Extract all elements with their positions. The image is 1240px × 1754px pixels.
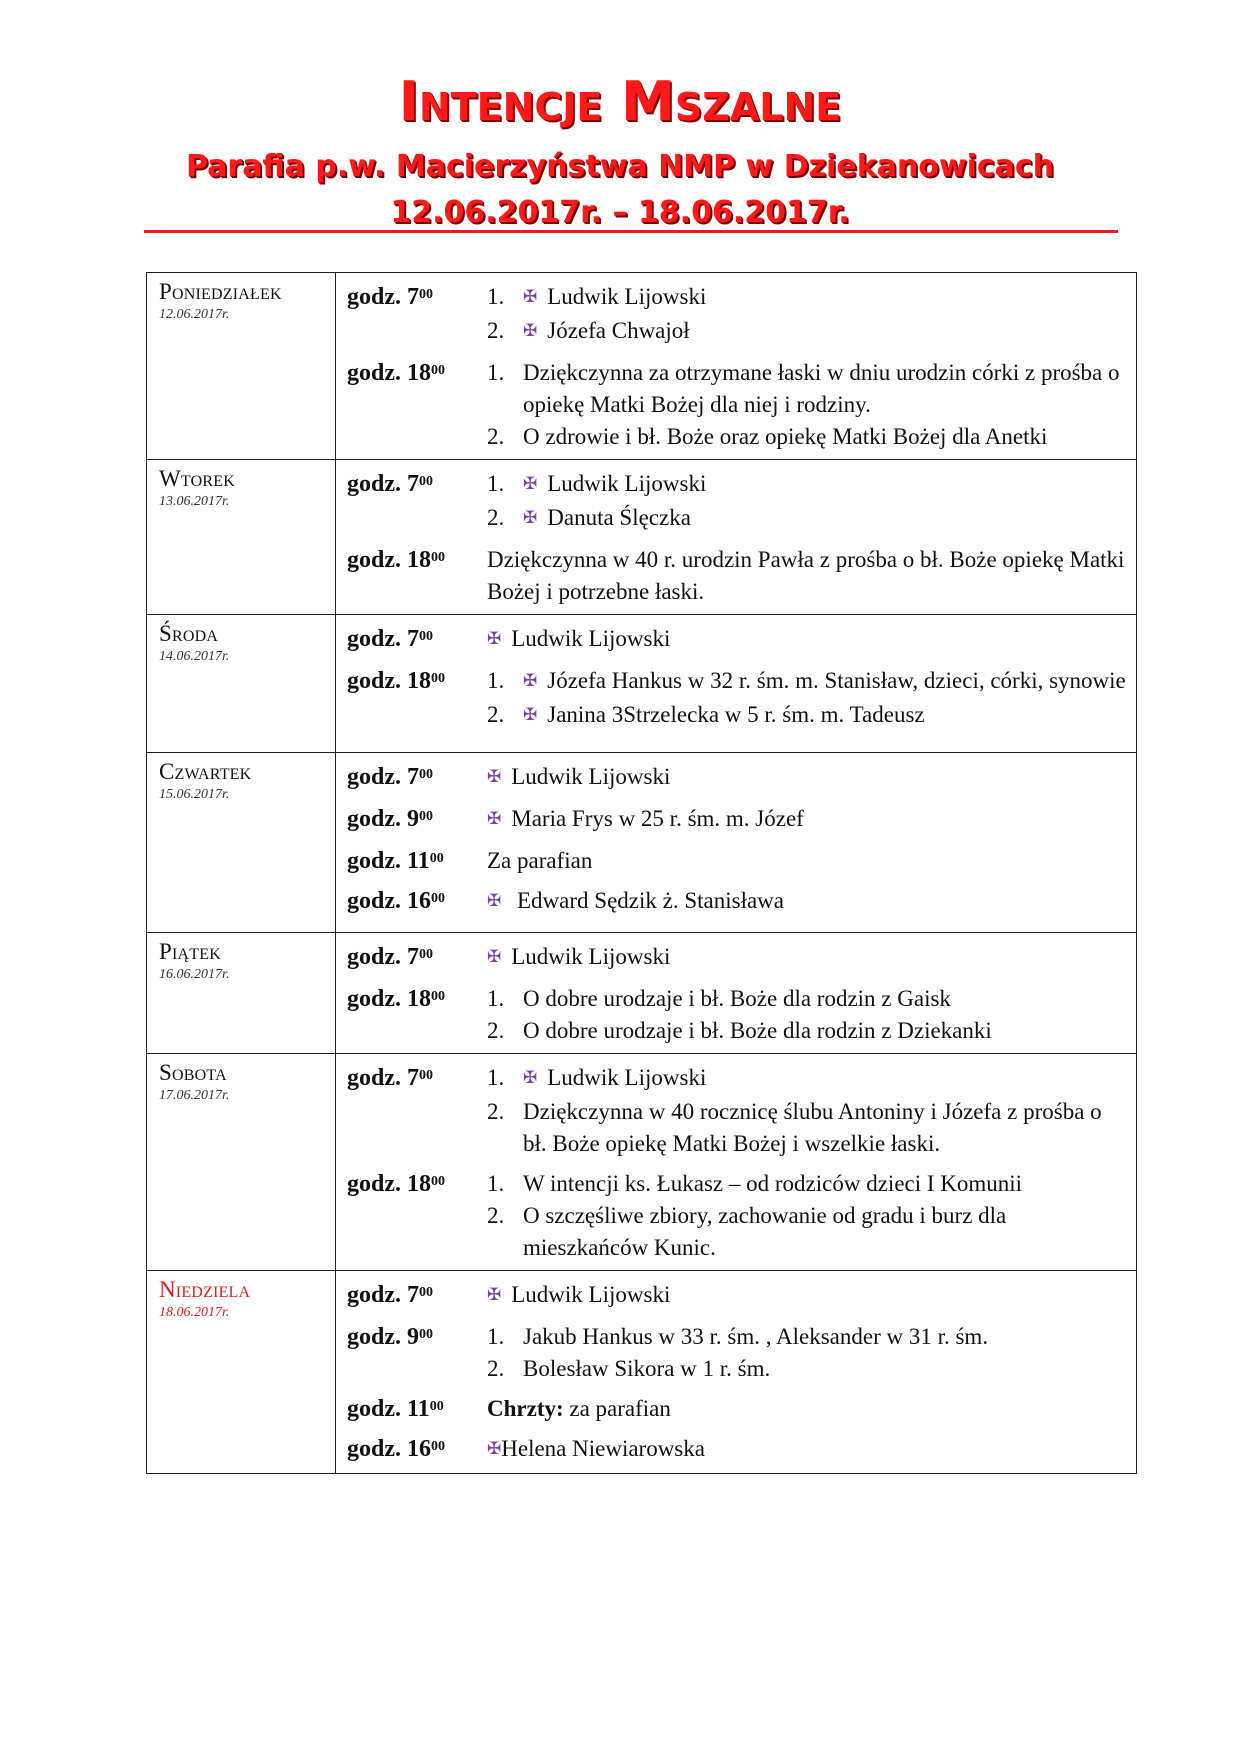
item-text — [523, 1015, 1128, 1047]
intention-list — [487, 665, 1128, 733]
mass-time — [347, 941, 487, 973]
mass-entry — [347, 357, 1128, 453]
day-date: 14.06.2017r. — [159, 649, 230, 664]
mass-hour: godz. 18 — [347, 668, 431, 694]
item-number: 1. — [487, 1065, 505, 1090]
mass-time — [347, 845, 487, 877]
intention-list — [487, 1168, 1128, 1264]
intentions — [487, 983, 1128, 1047]
day-row — [147, 753, 1137, 933]
item-text — [523, 357, 1128, 421]
item-text — [487, 941, 1128, 975]
mass-time — [347, 281, 487, 313]
intention-text: Ludwik Lijowski — [511, 1282, 671, 1307]
intention-text: Edward Sędzik ż. Stanisława — [511, 888, 784, 913]
masses-cell — [336, 460, 1137, 615]
item-number: 2. — [487, 318, 505, 343]
intention-list — [487, 983, 1128, 1047]
intention-item — [487, 1279, 1128, 1313]
intention-text: Ludwik Lijowski — [547, 1065, 707, 1090]
cross-icon: ✠ — [487, 1285, 502, 1304]
intentions — [487, 761, 1128, 795]
intention-item — [487, 421, 1128, 453]
intentions — [487, 544, 1128, 608]
mass-minutes: 00 — [419, 809, 433, 824]
item-text — [487, 1393, 1128, 1425]
cross-icon: ✠ — [487, 767, 502, 786]
mass-entry — [347, 281, 1128, 349]
item-text — [487, 803, 1128, 837]
masses-cell — [336, 1271, 1137, 1474]
mass-minutes: 00 — [431, 1174, 445, 1189]
spacer — [347, 1160, 1128, 1168]
day-cell — [147, 1271, 336, 1474]
day-date: 18.06.2017r. — [159, 1305, 230, 1320]
mass-entry — [347, 885, 1128, 919]
day-row — [147, 460, 1137, 615]
intention-item — [487, 544, 1128, 608]
day-date: 15.06.2017r. — [159, 787, 230, 802]
day-name: Czwartek — [159, 759, 252, 784]
item-text — [523, 1168, 1128, 1200]
item-text — [523, 421, 1128, 453]
intention-item — [487, 468, 1128, 502]
intention-list — [487, 885, 1128, 919]
intentions — [487, 665, 1128, 733]
mass-entry — [347, 1279, 1128, 1313]
mass-entry — [347, 761, 1128, 795]
intention-text: W intencji ks. Łukasz – od rodziców dzieci I Komunii — [523, 1171, 1023, 1196]
intention-item — [487, 1200, 1128, 1264]
intention-list — [487, 544, 1128, 608]
mass-time — [347, 665, 487, 697]
item-number: 1. — [487, 986, 505, 1011]
intention-item — [487, 761, 1128, 795]
intention-list — [487, 357, 1128, 453]
intention-list — [487, 941, 1128, 975]
day-date: 17.06.2017r. — [159, 1088, 230, 1103]
intention-item — [487, 1015, 1128, 1047]
item-text — [523, 1353, 1128, 1385]
intentions — [487, 1062, 1128, 1160]
cross-icon: ✠ — [523, 474, 538, 493]
item-text — [487, 544, 1128, 608]
day-name: Środa — [159, 621, 219, 646]
intention-text: O zdrowie i bł. Boże oraz opiekę Matki Bożej dla Anetki — [523, 424, 1048, 449]
mass-hour: godz. 16 — [347, 1436, 431, 1462]
item-text — [523, 699, 1128, 733]
mass-entry — [347, 544, 1128, 608]
cross-icon: ✠ — [523, 1068, 538, 1087]
intentions — [487, 357, 1128, 453]
intentions — [487, 468, 1128, 536]
intention-item — [487, 699, 1128, 733]
item-text — [487, 1279, 1128, 1313]
cross-icon: ✠ — [487, 891, 502, 910]
intention-item — [487, 315, 1128, 349]
intention-text: Danuta Ślęczka — [547, 505, 691, 530]
mass-entry — [347, 1168, 1128, 1264]
intention-list — [487, 1321, 1128, 1385]
spacer — [347, 349, 1128, 357]
intention-text: Ludwik Lijowski — [547, 284, 707, 309]
item-text — [523, 1321, 1128, 1353]
mass-hour: godz. 7 — [347, 764, 419, 790]
intention-text: Janina 3Strzelecka w 5 r. śm. m. Tadeusz — [547, 702, 925, 727]
intention-item — [487, 1321, 1128, 1353]
page-title: Intencje Mszalne — [398, 70, 842, 133]
mass-minutes: 00 — [419, 1327, 433, 1342]
intention-item — [487, 1096, 1128, 1160]
intention-text: Maria Frys w 25 r. śm. m. Józef — [511, 806, 804, 831]
day-cell — [147, 615, 336, 753]
intention-text: Dziękczynna za otrzymane łaski w dniu urodzin córki z prośba o opiekę Matki Bożej dla niej i rodziny. — [523, 360, 1120, 417]
intention-text: Jakub Hankus w 33 r. śm. , Aleksander w 31 r. śm. — [523, 1324, 989, 1349]
mass-time — [347, 1279, 487, 1311]
mass-entry — [347, 803, 1128, 837]
spacer — [347, 837, 1128, 845]
intention-list — [487, 1433, 1128, 1467]
mass-hour: godz. 7 — [347, 626, 419, 652]
mass-minutes: 00 — [419, 767, 433, 782]
mass-entry — [347, 623, 1128, 657]
intention-item — [487, 1393, 1128, 1425]
intention-item — [487, 1353, 1128, 1385]
day-cell — [147, 273, 336, 460]
mass-time — [347, 885, 487, 917]
item-number: 1. — [487, 284, 505, 309]
intention-text: O dobre urodzaje i bł. Boże dla rodzin z Dziekanki — [523, 1018, 992, 1043]
day-name: Poniedziałek — [159, 279, 282, 304]
intention-text: Ludwik Lijowski — [547, 471, 707, 496]
cross-icon: ✠ — [523, 287, 538, 306]
day-name: Sobota — [159, 1060, 227, 1085]
mass-schedule-table — [146, 272, 1137, 1474]
mass-time — [347, 1321, 487, 1353]
intention-list — [487, 281, 1128, 349]
mass-minutes: 00 — [429, 1399, 444, 1414]
cross-icon: ✠ — [487, 1439, 502, 1458]
intention-text: Ludwik Lijowski — [511, 764, 671, 789]
day-name: Wtorek — [159, 466, 235, 491]
mass-time — [347, 1393, 487, 1425]
spacer — [347, 795, 1128, 803]
mass-minutes: 00 — [419, 287, 433, 302]
intention-item — [487, 665, 1128, 699]
mass-minutes: 00 — [431, 550, 445, 565]
intention-list — [487, 1279, 1128, 1313]
mass-hour: godz. 7 — [347, 284, 419, 310]
mass-hour: godz. 18 — [347, 547, 431, 573]
mass-entry — [347, 1062, 1128, 1160]
intention-text: Helena Niewiarowska — [501, 1436, 705, 1461]
item-number: 2. — [487, 1203, 505, 1228]
mass-time — [347, 1062, 487, 1094]
mass-minutes: 00 — [431, 891, 445, 906]
spacer — [347, 657, 1128, 665]
item-number: 1. — [487, 360, 505, 385]
intention-item — [487, 885, 1128, 919]
day-cell — [147, 753, 336, 933]
item-number: 1. — [487, 471, 505, 496]
mass-time — [347, 357, 487, 389]
item-text — [523, 1062, 1128, 1096]
mass-time — [347, 983, 487, 1015]
masses-cell — [336, 933, 1137, 1054]
intentions — [487, 1393, 1128, 1425]
item-number: 2. — [487, 1099, 505, 1124]
item-text — [523, 983, 1128, 1015]
cross-icon: ✠ — [523, 671, 538, 690]
intentions — [487, 281, 1128, 349]
day-name: Piątek — [159, 939, 221, 964]
item-text — [523, 502, 1128, 536]
item-text — [523, 281, 1128, 315]
day-cell — [147, 933, 336, 1054]
mass-minutes: 00 — [431, 671, 445, 686]
schedule-body — [147, 273, 1137, 1474]
mass-entry — [347, 983, 1128, 1047]
item-text — [487, 761, 1128, 795]
mass-hour: godz. 9 — [347, 806, 419, 832]
day-date: 13.06.2017r. — [159, 494, 230, 509]
mass-hour: godz. 9 — [347, 1324, 419, 1350]
intentions — [487, 845, 1128, 877]
item-text — [523, 1096, 1128, 1160]
spacer — [347, 975, 1128, 983]
mass-hour: godz. 18 — [347, 986, 431, 1012]
mass-entry — [347, 1393, 1128, 1425]
intentions — [487, 1433, 1128, 1467]
spacer — [347, 877, 1128, 885]
mass-minutes: 00 — [419, 629, 433, 644]
mass-hour: godz. 7 — [347, 944, 419, 970]
item-text — [487, 1433, 1128, 1467]
intention-item — [487, 983, 1128, 1015]
intentions — [487, 1168, 1128, 1264]
mass-minutes: 00 — [431, 363, 445, 378]
intention-item — [487, 357, 1128, 421]
day-row — [147, 273, 1137, 460]
spacer — [347, 1313, 1128, 1321]
masses-cell — [336, 615, 1137, 753]
mass-hour: godz. 16 — [347, 888, 431, 914]
mass-time — [347, 544, 487, 576]
mass-entry — [347, 1321, 1128, 1385]
day-row — [147, 1271, 1137, 1474]
day-row — [147, 1054, 1137, 1271]
day-date: 12.06.2017r. — [159, 307, 230, 322]
mass-entry — [347, 845, 1128, 877]
mass-time — [347, 803, 487, 835]
mass-time — [347, 623, 487, 655]
item-number: 2. — [487, 505, 505, 530]
intention-text: Józefa Chwajoł — [547, 318, 690, 343]
intention-list — [487, 845, 1128, 877]
mass-hour: godz. 7 — [347, 1065, 419, 1091]
intention-text: Za parafian — [487, 848, 593, 873]
item-text — [523, 468, 1128, 502]
mass-time — [347, 1168, 487, 1200]
mass-entry — [347, 665, 1128, 733]
masses-cell — [336, 753, 1137, 933]
cross-icon: ✠ — [523, 321, 538, 340]
mass-time — [347, 468, 487, 500]
cross-icon: ✠ — [523, 508, 538, 527]
mass-hour: godz. 7 — [347, 1282, 419, 1308]
intention-list — [487, 468, 1128, 536]
day-row — [147, 615, 1137, 753]
intention-item — [487, 941, 1128, 975]
intention-text: Ludwik Lijowski — [511, 626, 671, 651]
item-text — [487, 845, 1128, 877]
item-text — [523, 1200, 1128, 1264]
masses-cell — [336, 273, 1137, 460]
intentions — [487, 1279, 1128, 1313]
intention-list — [487, 1393, 1128, 1425]
cross-icon: ✠ — [487, 947, 502, 966]
day-cell — [147, 1054, 336, 1271]
item-number: 1. — [487, 1171, 505, 1196]
spacer — [347, 1425, 1128, 1433]
intention-text: O szczęśliwe zbiory, zachowanie od gradu i burz dla mieszkańców Kunic. — [523, 1203, 1007, 1260]
intention-text: Dziękczynna w 40 r. urodzin Pawła z prośba o bł. Boże opiekę Matki Bożej i potrzebne łaski. — [487, 547, 1125, 604]
intention-list — [487, 803, 1128, 837]
intention-item — [487, 623, 1128, 657]
intention-list — [487, 1062, 1128, 1160]
intentions — [487, 885, 1128, 919]
intention-text: za parafian — [563, 1396, 671, 1421]
intention-item — [487, 502, 1128, 536]
intention-text: Bolesław Sikora w 1 r. śm. — [523, 1356, 771, 1381]
item-number: 2. — [487, 424, 505, 449]
mass-minutes: 00 — [429, 851, 444, 866]
intention-text: Ludwik Lijowski — [511, 944, 671, 969]
masses-cell — [336, 1054, 1137, 1271]
cross-icon: ✠ — [487, 629, 502, 648]
date-range: 12.06.2017r. – 18.06.2017r. — [390, 195, 850, 230]
mass-minutes: 00 — [419, 1285, 433, 1300]
intention-item — [487, 1433, 1128, 1467]
item-text — [487, 623, 1128, 657]
mass-minutes: 00 — [431, 1439, 445, 1454]
intention-item — [487, 281, 1128, 315]
day-cell — [147, 460, 336, 615]
intentions — [487, 623, 1128, 657]
intentions — [487, 1321, 1128, 1385]
mass-hour: godz. 7 — [347, 471, 419, 497]
spacer — [347, 536, 1128, 544]
mass-time — [347, 1433, 487, 1465]
item-number: 2. — [487, 1018, 505, 1043]
intention-item — [487, 1168, 1128, 1200]
day-date: 16.06.2017r. — [159, 967, 230, 982]
cross-icon: ✠ — [523, 705, 538, 724]
spacer — [347, 1385, 1128, 1393]
intentions — [487, 803, 1128, 837]
mass-hour: godz. 18 — [347, 1171, 431, 1197]
header-divider — [144, 230, 1118, 233]
item-text — [523, 665, 1128, 699]
cross-icon: ✠ — [487, 809, 502, 828]
intention-text: O dobre urodzaje i bł. Boże dla rodzin z Gaisk — [523, 986, 951, 1011]
intention-text: Józefa Hankus w 32 r. śm. m. Stanisław, dzieci, córki, synowie — [547, 668, 1126, 693]
intention-item — [487, 1062, 1128, 1096]
intention-list — [487, 761, 1128, 795]
item-number: 1. — [487, 1324, 505, 1349]
mass-entry — [347, 468, 1128, 536]
parish-name: Parafia p.w. Macierzyństwa NMP w Dziekanowicach — [185, 149, 1055, 184]
intention-list — [487, 623, 1128, 657]
day-row — [147, 933, 1137, 1054]
day-name: Niedziela — [159, 1277, 251, 1302]
mass-minutes: 00 — [419, 947, 433, 962]
item-text — [523, 315, 1128, 349]
item-text — [487, 885, 1128, 919]
mass-time — [347, 761, 487, 793]
mass-hour: godz. 11 — [347, 848, 430, 874]
mass-hour: godz. 18 — [347, 360, 431, 386]
intentions — [487, 941, 1128, 975]
item-number: 1. — [487, 668, 505, 693]
mass-minutes: 00 — [419, 474, 433, 489]
item-number: 2. — [487, 702, 505, 727]
baptism-label: Chrzty: — [487, 1396, 564, 1421]
intention-text: Dziękczynna w 40 rocznicę ślubu Antoniny i Józefa z prośba o bł. Boże opiekę Matki Bożej i wszelkie łaski. — [523, 1099, 1102, 1156]
intention-item — [487, 845, 1128, 877]
intention-item — [487, 803, 1128, 837]
mass-entry — [347, 941, 1128, 975]
mass-entry — [347, 1433, 1128, 1467]
mass-minutes: 00 — [419, 1068, 433, 1083]
item-number: 2. — [487, 1356, 505, 1381]
mass-hour: godz. 11 — [347, 1396, 430, 1422]
mass-minutes: 00 — [431, 989, 445, 1004]
